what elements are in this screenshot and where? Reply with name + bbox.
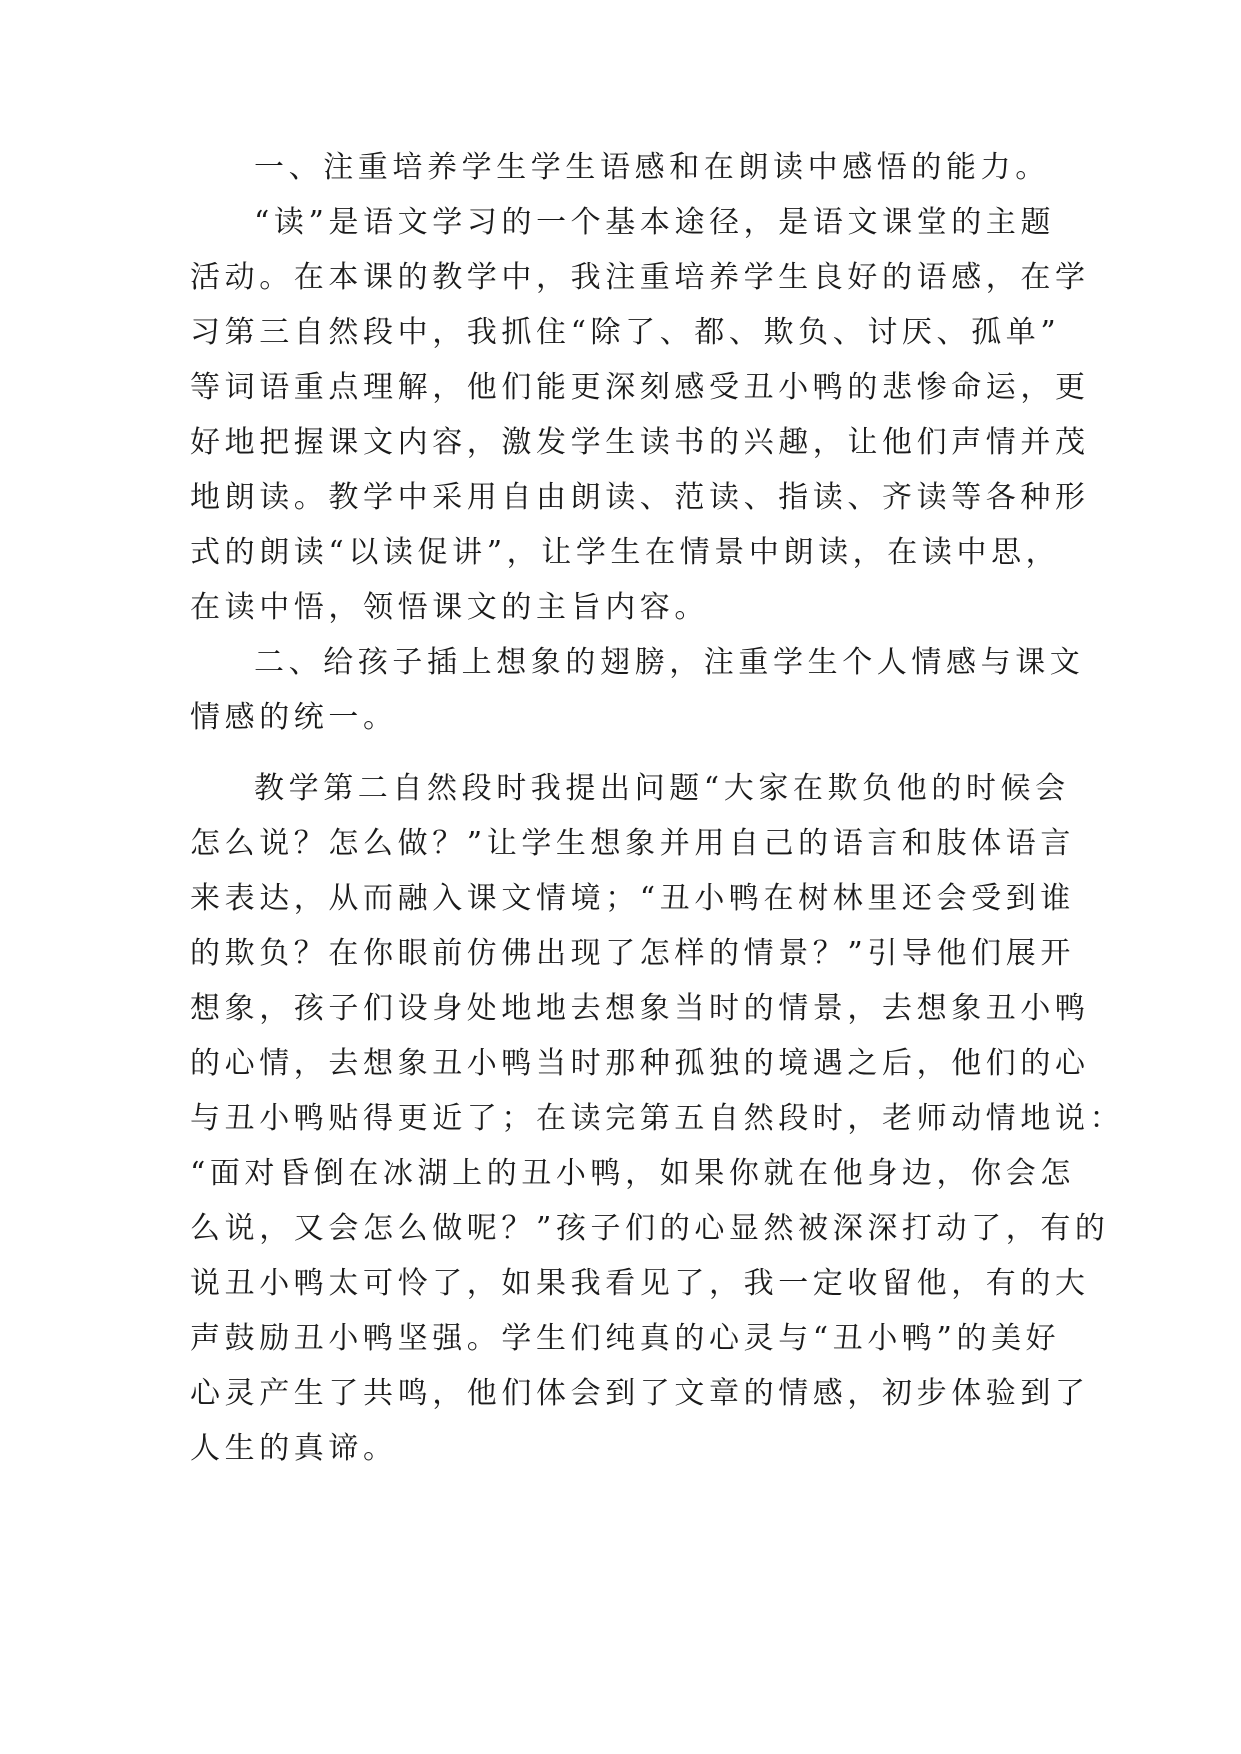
heading-section-2-cont: 情感的统一。	[190, 700, 398, 735]
paragraph-line: 想象，孩子们设身处地地去想象当时的情景，去想象丑小鸭	[190, 991, 1090, 1026]
paragraph-line: 活动。在本课的教学中，我注重培养学生良好的语感，在学	[190, 260, 1090, 295]
heading-section-2: 二、给孩子插上想象的翅膀，注重学生个人情感与课文	[254, 645, 1085, 680]
paragraph-line: 么说，又会怎么做呢？”孩子们的心显然被深深打动了，有的	[190, 1211, 1110, 1246]
paragraph-line: “读”是语文学习的一个基本途径，是语文课堂的主题	[254, 205, 1056, 240]
paragraph-line: 等词语重点理解，他们能更深刻感受丑小鸭的悲惨命运，更	[190, 370, 1090, 405]
paragraph-line: 声鼓励丑小鸭坚强。学生们纯真的心灵与“丑小鸭”的美好	[190, 1321, 1061, 1356]
paragraph-line: 在读中悟，领悟课文的主旨内容。	[190, 590, 709, 625]
paragraph-line: 来表达，从而融入课文情境；“丑小鸭在树林里还会受到谁	[190, 881, 1075, 916]
paragraph-line: 地朗读。教学中采用自由朗读、范读、指读、齐读等各种形	[190, 480, 1090, 515]
paragraph-line: 怎么说？怎么做？”让学生想象并用自己的语言和肢体语言	[190, 826, 1075, 861]
paragraph-line: 习第三自然段中，我抓住“除了、都、欺负、讨厌、孤单”	[190, 315, 1061, 350]
paragraph-line: 式的朗读“以读促讲”，让学生在情景中朗读，在读中思，	[190, 535, 1061, 570]
paragraph-line: 好地把握课文内容，激发学生读书的兴趣，让他们声情并茂	[190, 425, 1090, 460]
paragraph-line: 教学第二自然段时我提出问题“大家在欺负他的时候会	[254, 771, 1070, 806]
heading-section-1: 一、注重培养学生学生语感和在朗读中感悟的能力。	[254, 150, 1050, 185]
paragraph-line: 的心情，去想象丑小鸭当时那种孤独的境遇之后，他们的心	[190, 1046, 1090, 1081]
paragraph-line: 与丑小鸭贴得更近了；在读完第五自然段时，老师动情地说：	[190, 1101, 1125, 1136]
paragraph-line: 人生的真谛。	[190, 1431, 398, 1466]
paragraph-line: 的欺负？在你眼前仿佛出现了怎样的情景？”引导他们展开	[190, 936, 1075, 971]
paragraph-line: “面对昏倒在冰湖上的丑小鸭，如果你就在他身边，你会怎	[190, 1156, 1075, 1191]
paragraph-line: 心灵产生了共鸣，他们体会到了文章的情感，初步体验到了	[190, 1376, 1090, 1411]
paragraph-line: 说丑小鸭太可怜了，如果我看见了，我一定收留他，有的大	[190, 1266, 1090, 1301]
